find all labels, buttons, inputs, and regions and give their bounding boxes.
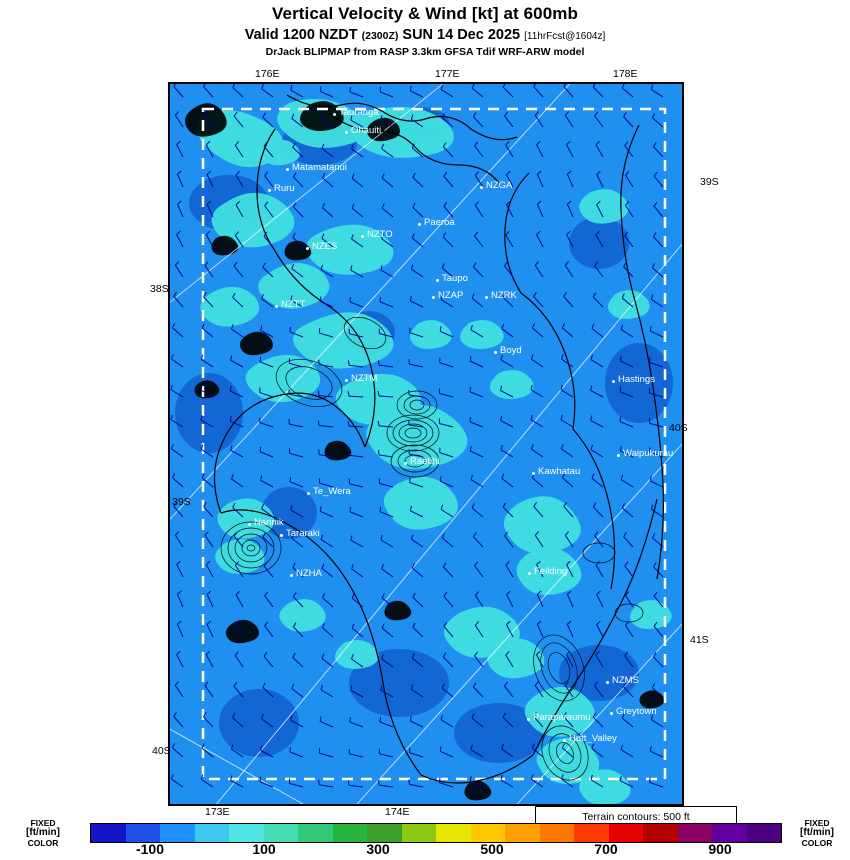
city-marker [248,523,251,526]
colorbar-swatch [609,824,644,842]
city-marker [280,534,283,537]
city-label: Tauranga [339,107,379,118]
city-marker [606,681,609,684]
wind-barb-feather [260,447,261,452]
axis-bottom-173E: 173E [205,806,230,818]
city-label: Boyd [500,345,522,356]
axis-top-177E: 177E [435,68,460,80]
city-marker [306,247,309,250]
city-label: NZES [312,241,338,252]
city-label: Greytown [616,706,657,717]
city-marker [290,574,293,577]
wind-barb-feather [620,417,621,422]
colorbar-tick-labels [90,841,780,859]
city-label: Paraparaumu [533,712,591,723]
colorbar-swatch [264,824,299,842]
city-label: Te_Wera [313,486,351,497]
city-marker [268,189,271,192]
valid-date: SUN 14 Dec 2025 [402,27,521,43]
colorbar-swatch [367,824,402,842]
wind-barb-feather [380,87,381,92]
wind-barb-feather [350,507,351,512]
city-label: Raetihi [410,456,440,467]
city-marker [563,739,566,742]
city-marker [286,168,289,171]
city-marker [494,351,497,354]
colorbar-tick: 900 [708,841,732,857]
colorbar-swatch [471,824,506,842]
city-label: Matamatanui [292,162,347,173]
colorbar-left-caption [12,818,74,848]
wind-barb-feather [380,717,381,722]
colorbar-right-color: COLOR [801,838,833,848]
axis-left-39S: 39S [172,496,191,508]
city-marker [275,305,278,308]
forecast-hour: [11hrFcst@1604z] [524,31,606,42]
city-label: Kawhatau [538,466,581,477]
city-marker [418,223,421,226]
colorbar-swatch [91,824,126,842]
page-header [0,0,850,58]
city-marker [527,718,530,721]
colorbar-swatch [402,824,437,842]
city-label: NZTM [351,373,378,384]
wind-barb-feather [260,777,261,782]
wind-barb-feather [348,360,349,365]
wind-barb-feather [620,387,621,392]
city-marker [345,131,348,134]
wind-barb-feather [350,87,351,92]
city-marker [436,279,439,282]
wind-barb-feather [409,390,410,395]
city-label: NZRK [491,290,517,301]
colorbar-tick: 300 [366,841,390,857]
city-label: Nannik [254,517,284,528]
colorbar-swatch [298,824,333,842]
colorbar-right-fixed: FIXED [804,818,830,828]
wind-barb-feather [380,297,381,302]
city-marker [432,296,435,299]
colorbar-swatch [126,824,161,842]
wind-barb-feather [290,747,291,752]
wind-barb-feather [380,507,381,512]
colorbar-swatch [540,824,575,842]
wind-barb-feather [470,417,471,422]
colorbar-tick: 500 [480,841,504,857]
city-label: Tararaki [286,528,320,539]
city-marker [528,572,531,575]
colorbar-swatch [574,824,609,842]
city-label: Paeroa [424,217,455,228]
wind-barb-feather [290,477,291,482]
colorbar-right-units: [ft/min] [800,827,834,838]
colorbar-swatch [678,824,713,842]
city-label: Ruru [274,183,295,194]
wind-barb-feather [470,387,471,392]
wind-barb-feather [350,297,351,302]
wind-barb-feather [260,357,261,362]
city-label: NZHA [296,568,322,579]
city-label: NZTO [367,229,393,240]
colorbar-swatch [643,824,678,842]
colorbar-right-caption [786,818,848,848]
model-source: DrJack BLIPMAP from RASP 3.3km GFSA Tdif WRF-ARW model [265,46,585,58]
city-marker [361,235,364,238]
city-label: NZGA [486,180,513,191]
terrain-contour-note: Terrain contours: 500 ft [535,806,737,827]
colorbar-swatch [229,824,264,842]
page-title: Vertical Velocity & Wind [kt] at 600mb [272,4,578,23]
city-marker [485,296,488,299]
colorbar [90,823,782,843]
wind-barb-feather [348,450,349,455]
city-marker [612,380,615,383]
city-marker [404,462,407,465]
city-label: Taupo [442,273,468,284]
axis-right-40S: 40S [669,422,688,434]
axis-left-40S: 40S [152,745,171,757]
city-label: NZTT [281,299,306,310]
wind-barb-feather [378,360,379,365]
city-marker [307,492,310,495]
colorbar-swatch [195,824,230,842]
map-canvas[interactable] [168,82,684,806]
axis-top-176E: 176E [255,68,280,80]
colorbar-left-color: COLOR [27,838,59,848]
city-label: Hutt_Valley [569,733,617,744]
valid-time-utc: (2300Z) [361,30,399,42]
colorbar-swatch [747,824,782,842]
city-label: Feilding [534,566,568,577]
axis-right-39S: 39S [700,176,719,188]
colorbar-tick: 700 [594,841,618,857]
colorbar-swatch [712,824,747,842]
wind-barb-feather [379,450,380,455]
city-label: Ohauiti [351,125,382,136]
city-marker [532,472,535,475]
city-marker [333,113,336,116]
colorbar-left-fixed: FIXED [30,818,56,828]
wind-barb-feather [409,420,410,425]
axis-top-178E: 178E [613,68,638,80]
wind-barb-feather [378,780,379,785]
map-graphics [169,83,683,805]
city-marker [480,186,483,189]
colorbar-tick: -100 [135,841,165,857]
city-label: Hastings [618,374,655,385]
axis-bottom-174E: 174E [385,806,410,818]
colorbar-swatch [436,824,471,842]
colorbar-swatch [333,824,368,842]
city-label: NZAP [438,290,464,301]
wind-barb-feather [348,780,349,785]
colorbar-tick: 100 [252,841,276,857]
colorbar-swatch [160,824,195,842]
valid-time: Valid 1200 NZDT [244,27,358,43]
colorbar-left-units: [ft/min] [26,827,60,838]
city-marker [617,454,620,457]
valid-time-line [0,27,850,43]
axis-left-38S: 38S [150,283,169,295]
axis-right-41S: 41S [690,634,709,646]
wind-barb-feather [290,327,291,332]
city-marker [345,379,348,382]
city-label: Waipukurau [623,448,674,459]
city-label: NZMS [612,675,639,686]
colorbar-swatch [505,824,540,842]
city-marker [610,712,613,715]
